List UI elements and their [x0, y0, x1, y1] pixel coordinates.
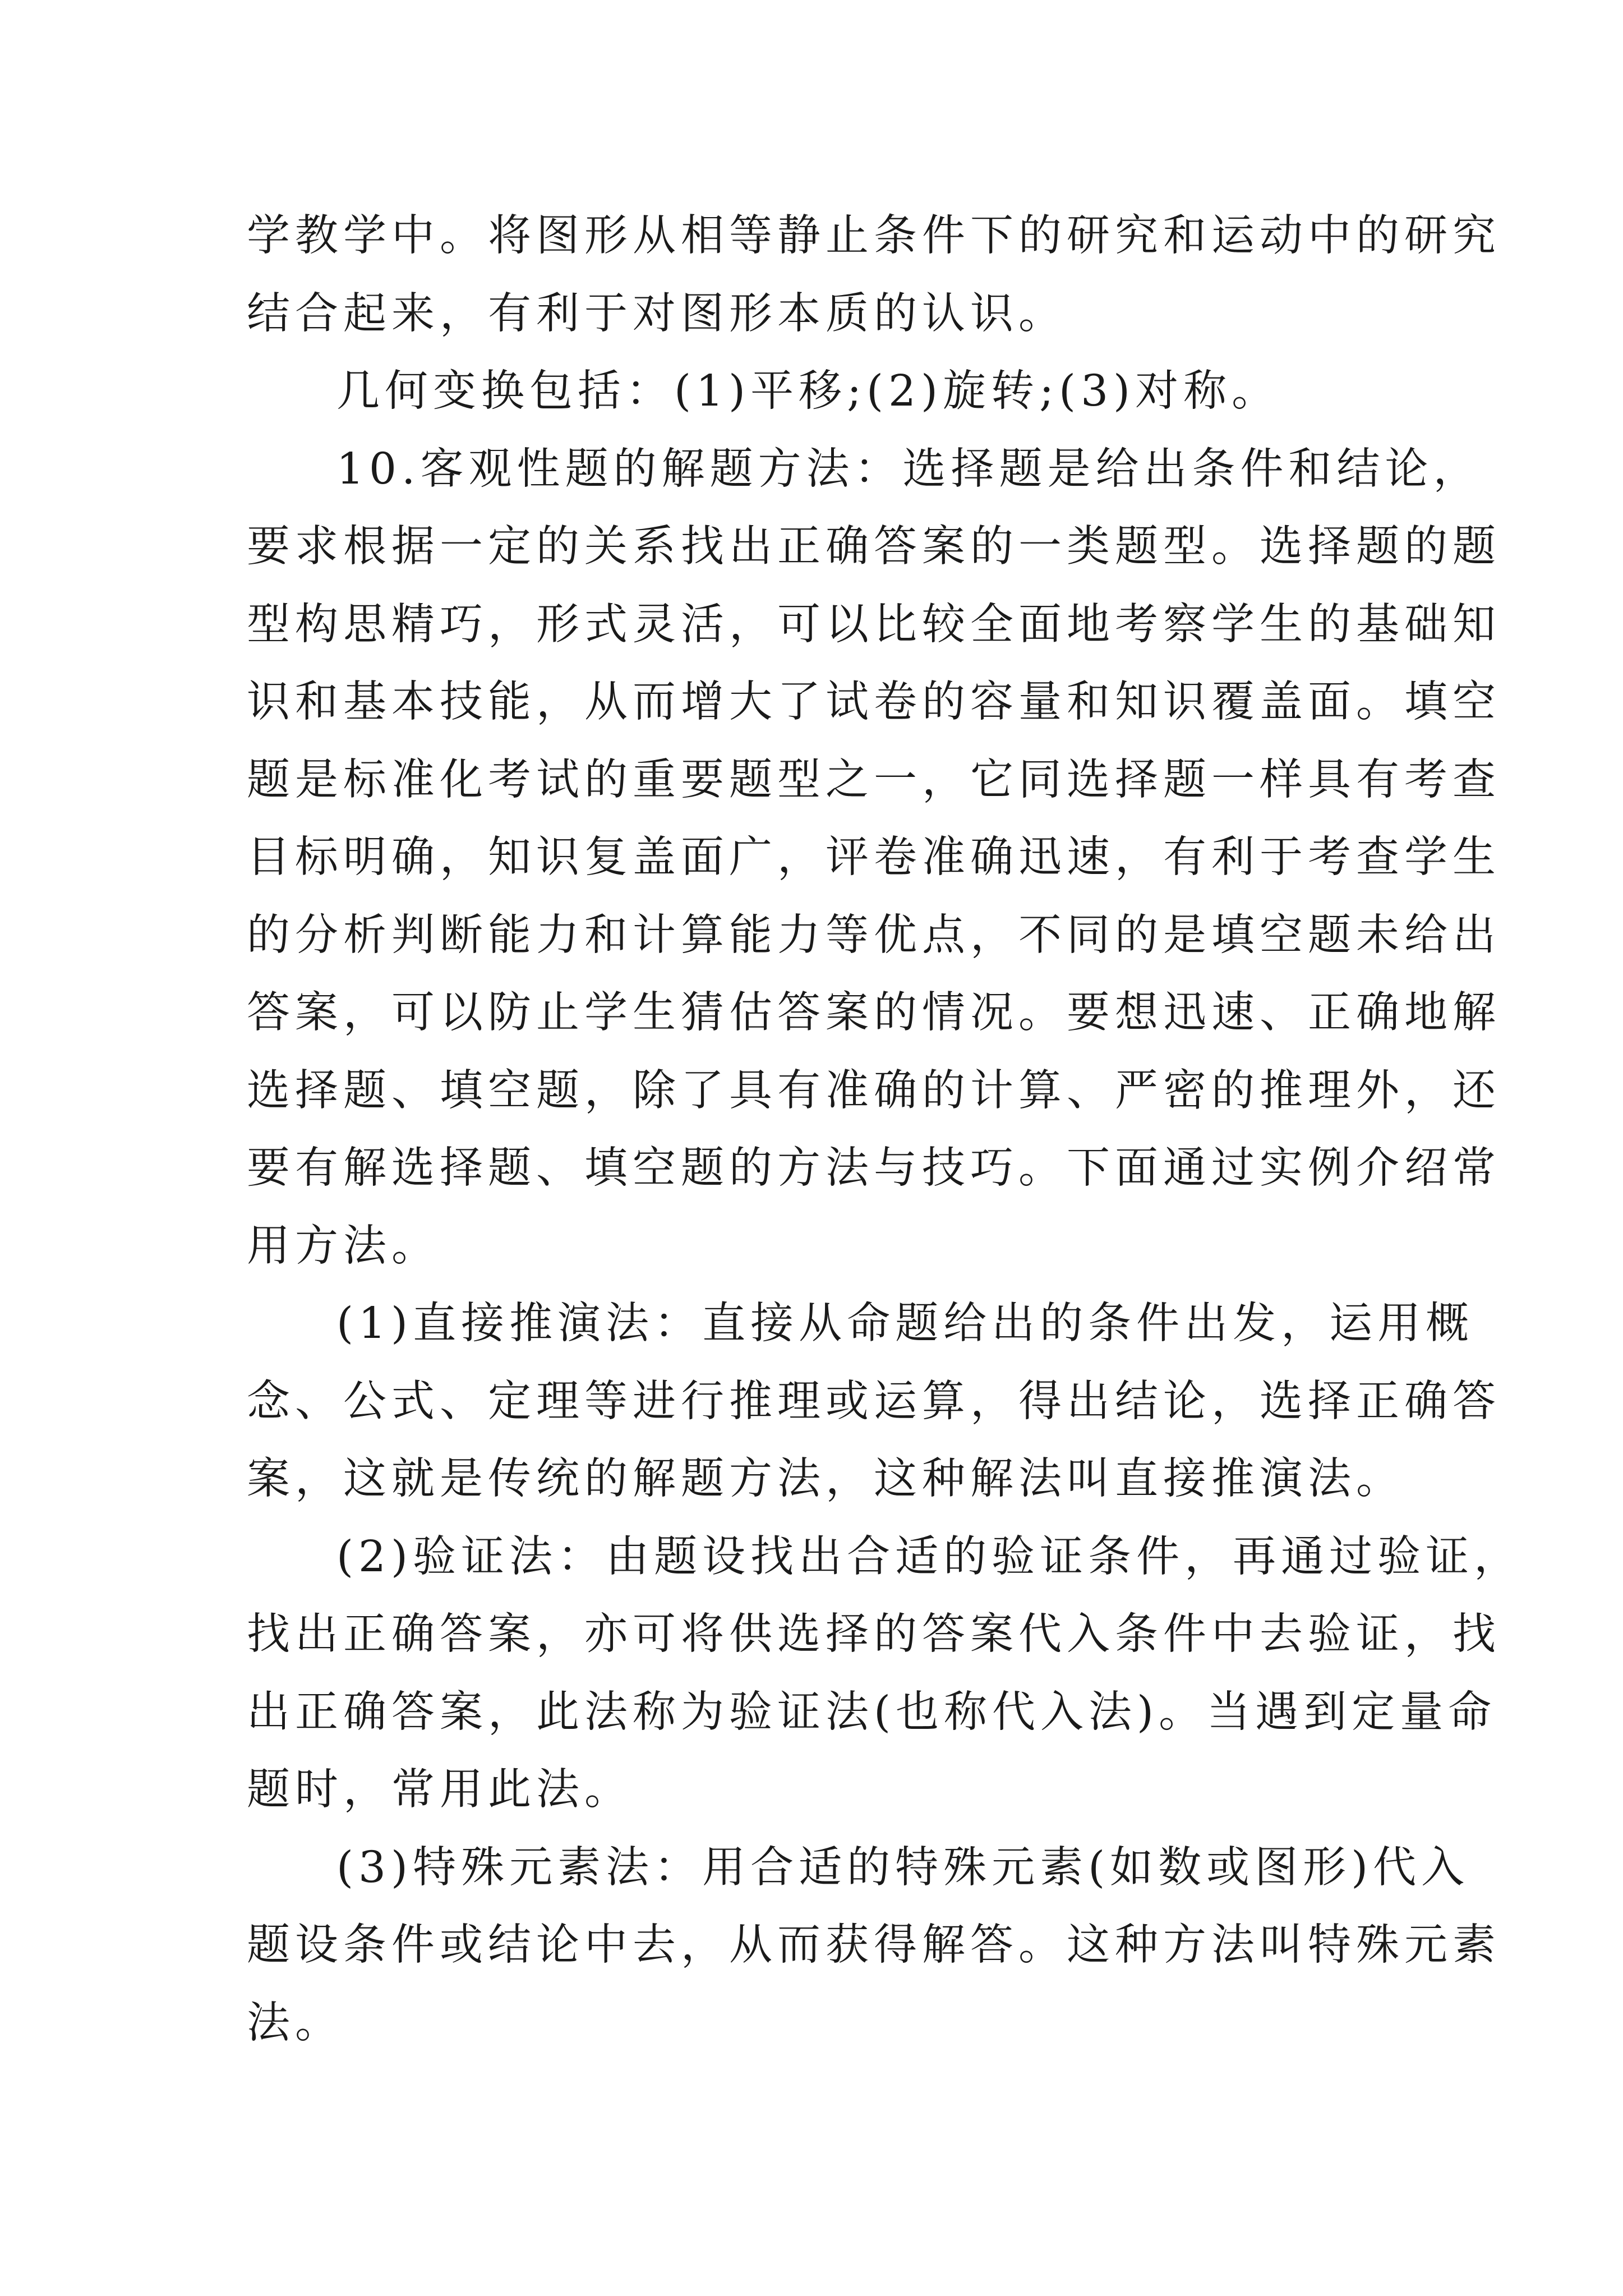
text-line: (1)直接推演法：直接从命题给出的条件出发，运用概: [336, 1299, 1474, 1349]
text-line: 题设条件或结论中去，从而获得解答。这种方法叫特殊元素: [247, 1920, 1501, 1970]
text-line: 识和基本技能，从而增大了试卷的容量和知识覆盖面。填空: [247, 677, 1501, 727]
text-line: 10.客观性题的解题方法：选择题是给出条件和结论，: [336, 444, 1482, 494]
text-line: 要有解选择题、填空题的方法与技巧。下面通过实例介绍常: [247, 1143, 1501, 1193]
body-text: [247, 197, 1523, 2062]
text-line: 学教学中。将图形从相等静止条件下的研究和运动中的研究: [247, 211, 1501, 261]
text-line: 法。: [247, 1998, 343, 2048]
text-line: (2)验证法：由题设找出合适的验证条件，再通过验证，: [336, 1531, 1523, 1582]
text-line: 用方法。: [247, 1221, 440, 1271]
text-line: 出正确答案，此法称为验证法(也称代入法)。当遇到定量命: [247, 1687, 1497, 1737]
text-line: 要求根据一定的关系找出正确答案的一类题型。选择题的题: [247, 522, 1501, 572]
text-line: 念、公式、定理等进行推理或运算，得出结论，选择正确答: [247, 1376, 1501, 1427]
text-line: (3)特殊元素法：用合适的特殊元素(如数或图形)代入: [336, 1842, 1470, 1893]
text-line: 型构思精巧，形式灵活，可以比较全面地考察学生的基础知: [247, 599, 1501, 650]
text-line: 几何变换包括：(1)平移;(2)旋转;(3)对称。: [336, 366, 1280, 416]
text-line: 案，这就是传统的解题方法，这种解法叫直接推演法。: [247, 1454, 1404, 1504]
text-line: 目标明确，知识复盖面广，评卷准确迅速，有利于考查学生: [247, 832, 1501, 882]
text-line: 题时，常用此法。: [247, 1765, 633, 1815]
text-line: 题是标准化考试的重要题型之一，它同选择题一样具有考查: [247, 754, 1501, 805]
text-line: 选择题、填空题，除了具有准确的计算、严密的推理外，还: [247, 1065, 1501, 1116]
text-line: 的分析判断能力和计算能力等优点，不同的是填空题未给出: [247, 910, 1501, 960]
text-line: 答案，可以防止学生猜估答案的情况。要想迅速、正确地解: [247, 988, 1501, 1038]
text-line: 结合起来，有利于对图形本质的认识。: [247, 288, 1067, 339]
text-line: 找出正确答案，亦可将供选择的答案代入条件中去验证，找: [247, 1609, 1501, 1659]
